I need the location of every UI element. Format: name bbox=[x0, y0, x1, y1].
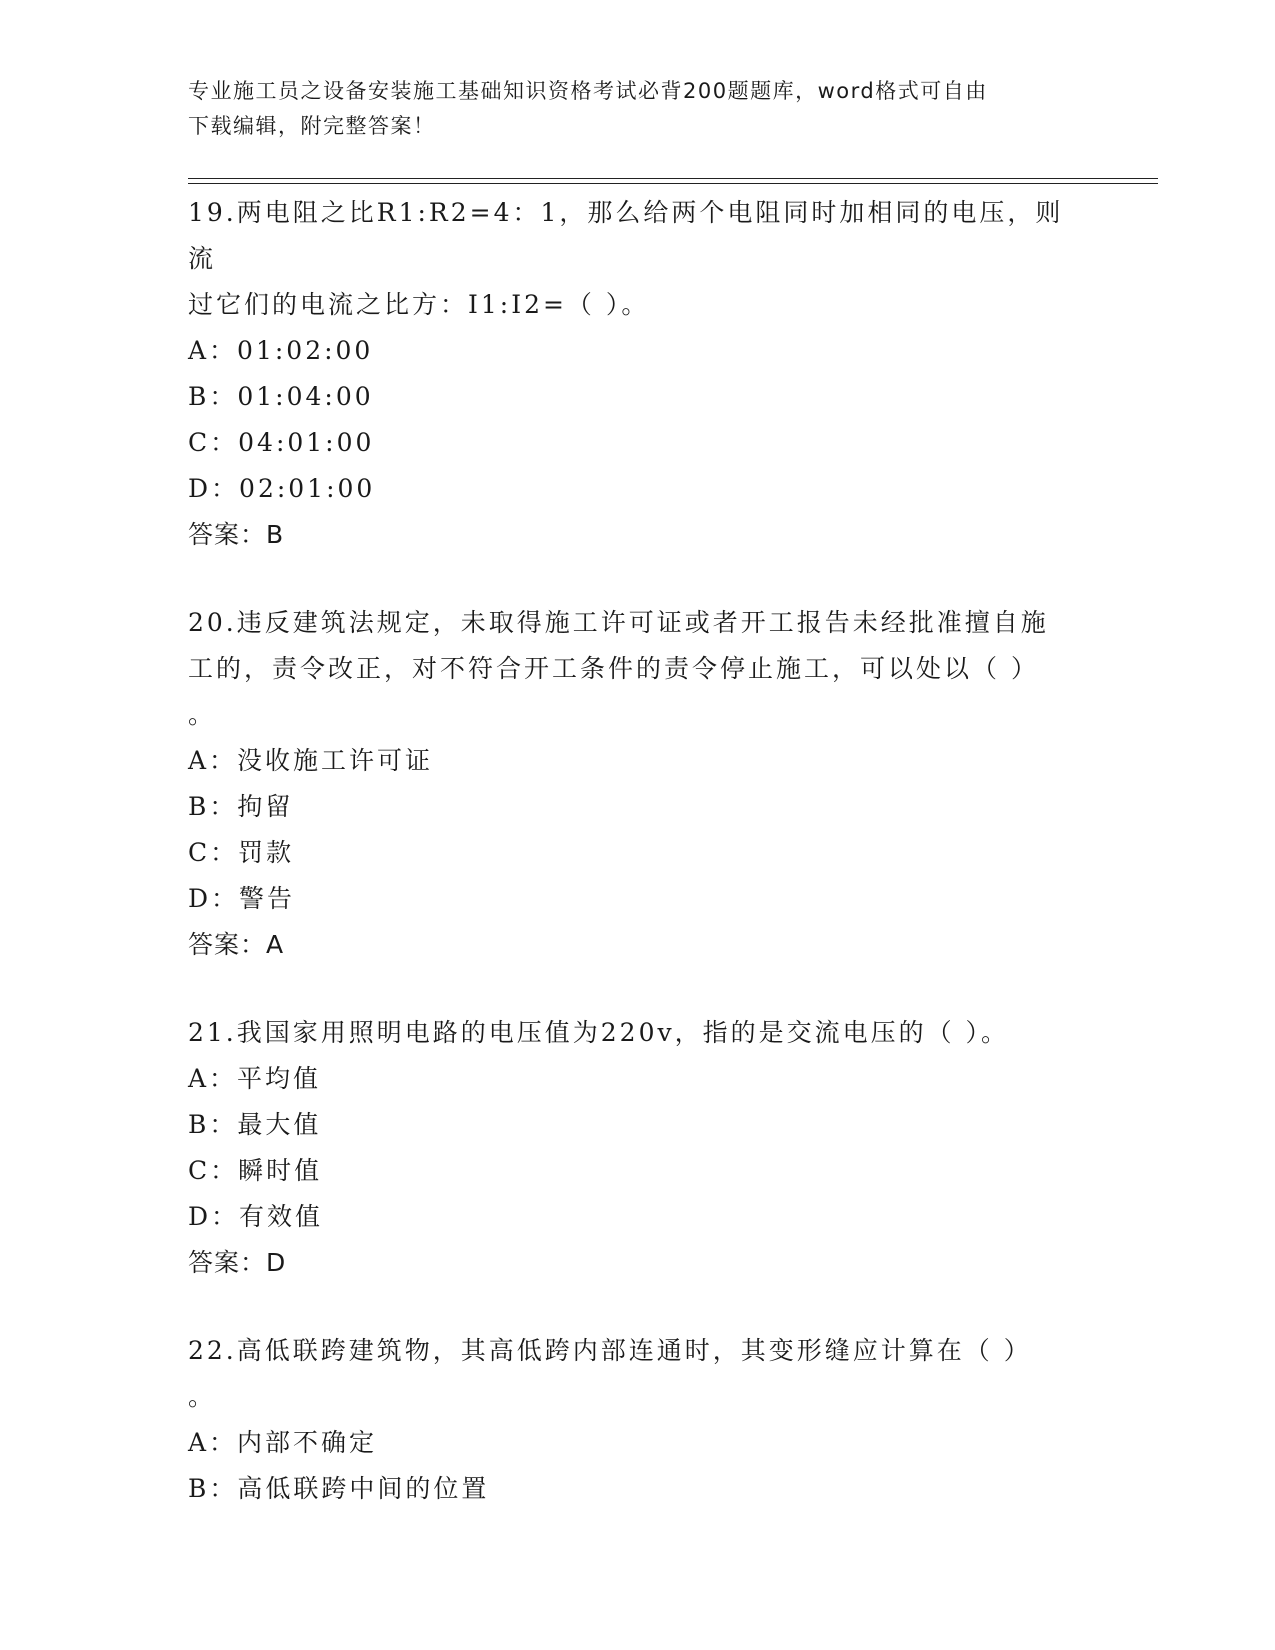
option-b: B：高低联跨中间的位置 bbox=[188, 1474, 490, 1503]
option-a: A：没收施工许可证 bbox=[188, 746, 434, 775]
question-stem-line: 过它们的电流之比方：I1:I2=（ ）。 bbox=[188, 290, 650, 319]
option-a: A：平均值 bbox=[188, 1064, 322, 1093]
question-stem-line: 工的，责令改正，对不符合开工条件的责令停止施工，可以处以（ ） bbox=[188, 654, 1039, 683]
option-a: A：内部不确定 bbox=[188, 1428, 378, 1457]
option-d: D：警告 bbox=[188, 884, 296, 913]
header-line-1: 专业施工员之设备安装施工基础知识资格考试必背200题题库，word格式可自由 bbox=[188, 79, 988, 103]
question-stem-line: 22.高低联跨建筑物，其高低跨内部连通时，其变形缝应计算在（ ） bbox=[188, 1336, 1032, 1365]
question-stem-line: 19.两电阻之比R1:R2=4：1，那么给两个电阻同时加相同的电压，则流 bbox=[188, 198, 1064, 273]
option-c: C：04:01:00 bbox=[188, 428, 375, 457]
question-20 bbox=[188, 600, 1088, 968]
answer: 答案：D bbox=[188, 1248, 287, 1277]
option-c: C：罚款 bbox=[188, 838, 295, 867]
option-d: D：有效值 bbox=[188, 1202, 324, 1231]
option-a: A：01:02:00 bbox=[188, 336, 374, 365]
option-c: C：瞬时值 bbox=[188, 1156, 323, 1185]
question-19 bbox=[188, 190, 1088, 558]
option-b: B：最大值 bbox=[188, 1110, 322, 1139]
question-stem-line: 20.违反建筑法规定，未取得施工许可证或者开工报告未经批准擅自施 bbox=[188, 608, 1049, 637]
question-list bbox=[188, 190, 1088, 1554]
option-d: D：02:01:00 bbox=[188, 474, 376, 503]
header-divider-top bbox=[188, 178, 1158, 179]
option-b: B：01:04:00 bbox=[188, 382, 374, 411]
option-b: B：拘留 bbox=[188, 792, 294, 821]
header-line-2: 下载编辑，附完整答案！ bbox=[188, 114, 436, 138]
document-header bbox=[188, 74, 1068, 144]
answer: 答案：A bbox=[188, 930, 285, 959]
question-22 bbox=[188, 1328, 1088, 1512]
question-stem-line: 。 bbox=[188, 1382, 217, 1411]
question-21 bbox=[188, 1010, 1088, 1286]
answer: 答案：B bbox=[188, 520, 285, 549]
question-stem-line: 。 bbox=[188, 700, 217, 729]
header-divider-bottom bbox=[188, 183, 1158, 184]
question-stem-line: 21.我国家用照明电路的电压值为220v，指的是交流电压的（ ）。 bbox=[188, 1018, 1010, 1047]
